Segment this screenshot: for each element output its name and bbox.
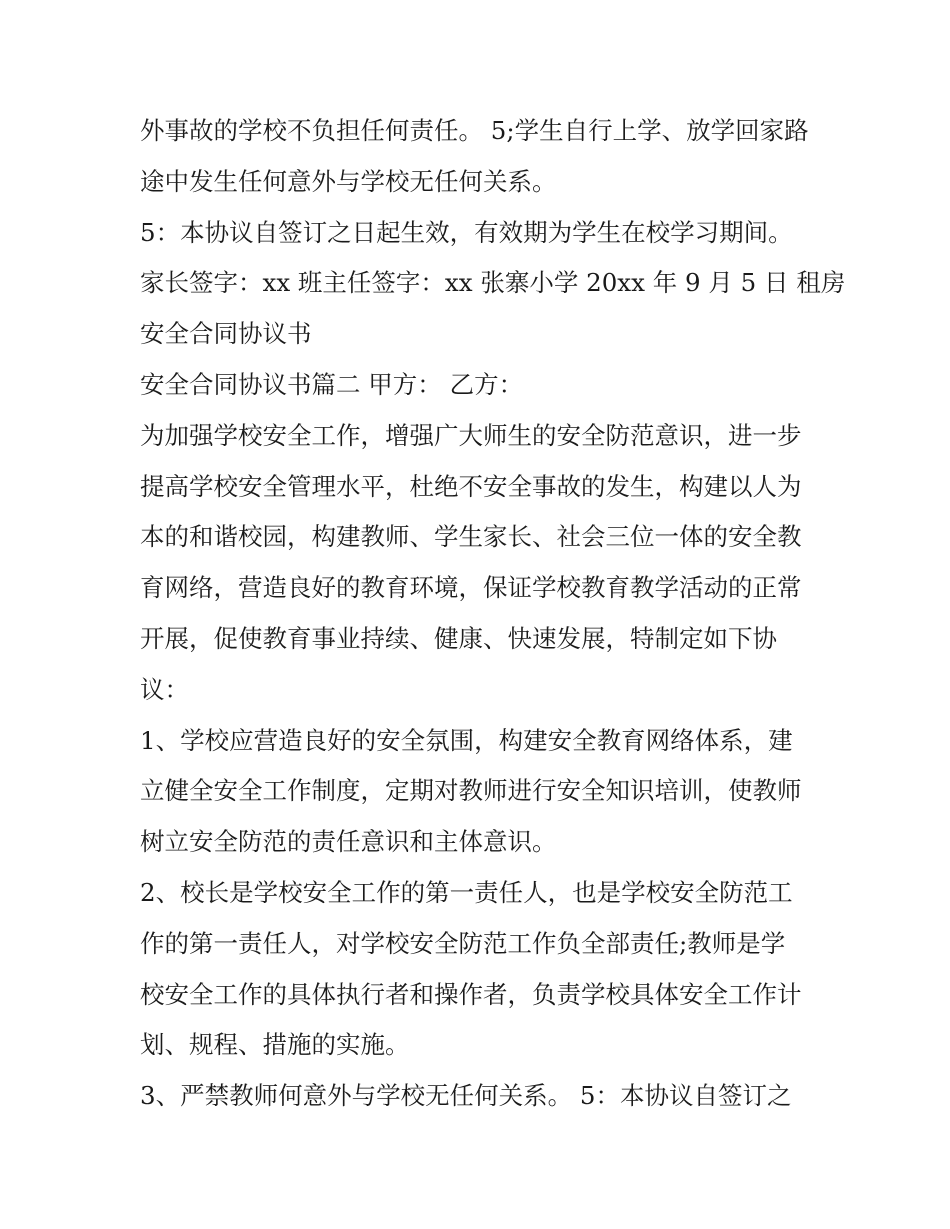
text-line: 作的第一责任人，对学校安全防范工作负全部责任;教师是学 xyxy=(140,928,786,958)
document-body xyxy=(140,106,846,1122)
text-line: 3、严禁教师何意外与学校无任何关系。 5：本协议自签订之 xyxy=(140,1081,792,1111)
text-line: 为加强学校安全工作，增强广大师生的安全防范意识，进一步 xyxy=(140,420,802,450)
text-line: 安全合同协议书 xyxy=(140,319,312,349)
text-line: 安全合同协议书篇二 甲方： 乙方： xyxy=(140,369,524,399)
paragraph-clause-3 xyxy=(140,1071,820,1122)
text-line: 2、校长是学校安全工作的第一责任人，也是学校安全防范工 xyxy=(140,877,793,907)
text-line: 家长签字：xx 班主任签字：xx 张寨小学 20xx 年 9 月 5 日 租房 xyxy=(140,268,846,298)
text-line: 开展，促使教育事业持续、健康、快速发展，特制定如下协 xyxy=(140,623,777,653)
text-line: 途中发生任何意外与学校无任何关系。 xyxy=(140,166,557,196)
text-line: 校安全工作的具体执行者和操作者，负责学校具体安全工作计 xyxy=(140,979,802,1009)
text-line: 划、规程、措施的实施。 xyxy=(140,1030,410,1060)
paragraph-signatures xyxy=(140,258,846,360)
text-line: 议： xyxy=(140,674,189,704)
paragraph-section-heading xyxy=(140,360,820,411)
paragraph-clause-1 xyxy=(140,716,820,868)
text-line: 本的和谐校园，构建教师、学生家长、社会三位一体的安全教 xyxy=(140,522,802,552)
text-line: 育网络，营造良好的教育环境，保证学校教育教学活动的正常 xyxy=(140,573,802,603)
paragraph-accident-clause xyxy=(140,106,820,208)
text-line: 树立安全防范的责任意识和主体意识。 xyxy=(140,827,557,857)
text-line: 立健全安全工作制度，定期对教师进行安全知识培训，使教师 xyxy=(140,776,802,806)
text-line: 外事故的学校不负担任何责任。 5;学生自行上学、放学回家路 xyxy=(140,116,809,145)
paragraph-preamble xyxy=(140,411,820,716)
text-line: 5：本协议自签订之日起生效，有效期为学生在校学习期间。 xyxy=(140,217,793,247)
text-line: 1、学校应营造良好的安全氛围，构建安全教育网络体系，建 xyxy=(140,725,793,755)
text-line: 提高学校安全管理水平，杜绝不安全事故的发生，构建以人为 xyxy=(140,471,802,501)
paragraph-effective-date xyxy=(140,208,820,259)
paragraph-clause-2 xyxy=(140,868,820,1071)
